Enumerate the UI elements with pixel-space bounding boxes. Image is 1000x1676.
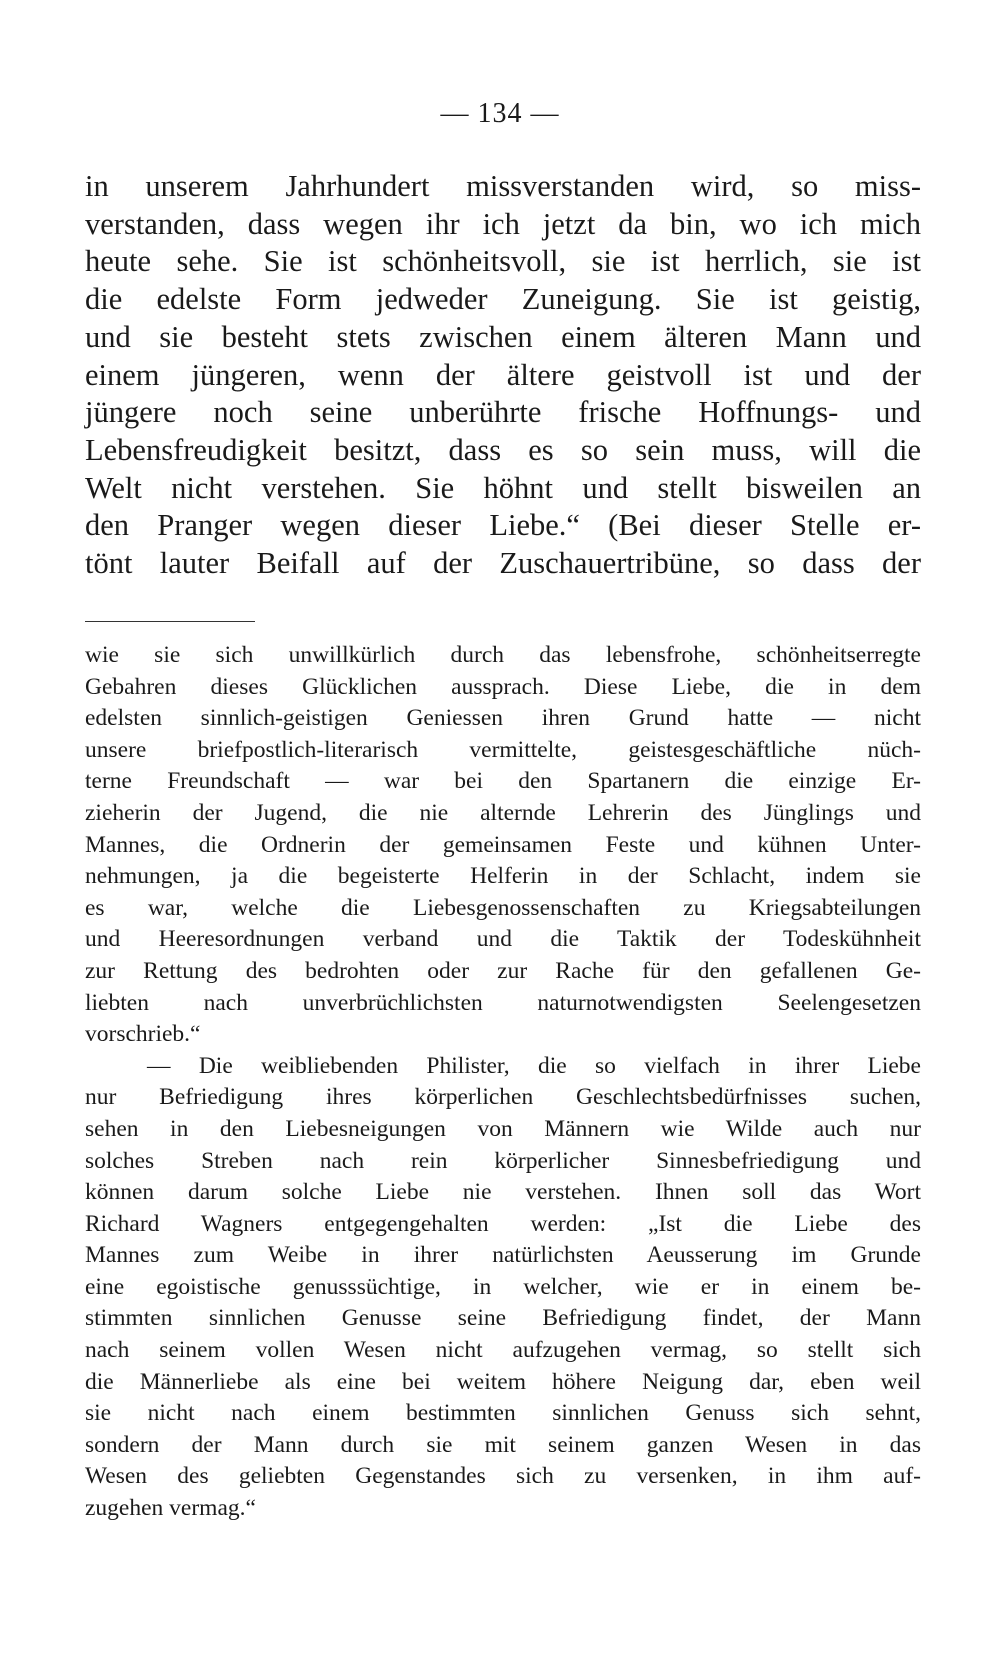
body-line: den Pranger wegen dieser Liebe.“ (Bei dieser Stelle er- xyxy=(85,508,921,543)
footnote-line: nur Befriedigung ihres körperlichen Geschlechtsbedürfnisses suchen, xyxy=(85,1084,921,1111)
footnote-line: unsere briefpostlich-literarisch vermittelte, geistesgeschäftliche nüch- xyxy=(85,736,921,763)
body-line: tönt lauter Beifall auf der Zuschauertribüne, so dass der xyxy=(85,546,921,581)
body-line: Lebensfreudigkeit besitzt, dass es so sein muss, will die xyxy=(85,432,921,467)
footnote-line: terne Freundschaft — war bei den Spartanern die einzige Er- xyxy=(85,768,921,795)
footnote-line: sehen in den Liebesneigungen von Männern wie Wilde auch nur xyxy=(85,1115,921,1142)
body-line: einem jüngeren, wenn der ältere geistvoll ist und der xyxy=(85,357,921,392)
footnote-line: nach seinem vollen Wesen nicht aufzugehen vermag, so stellt sich xyxy=(85,1337,921,1364)
footnote-line: — Die weibliebenden Philister, die so vielfach in ihrer Liebe xyxy=(147,1052,921,1079)
footnote-line: Richard Wagners entgegengehalten werden: „Ist die Liebe des xyxy=(85,1210,921,1237)
footnote-line: Gebahren dieses Glücklichen aussprach. Diese Liebe, die in dem xyxy=(85,673,921,700)
footnote-line: vorschrieb.“ xyxy=(85,1021,201,1048)
body-line: verstanden, dass wegen ihr ich jetzt da bin, wo ich mich xyxy=(85,206,921,241)
footnote-text xyxy=(85,640,921,1525)
body-line: und sie besteht stets zwischen einem älteren Mann und xyxy=(85,319,921,354)
body-line: jüngere noch seine unberührte frische Hoffnungs- und xyxy=(85,395,921,430)
footnote-line: Mannes zum Weibe in ihrer natürlichsten Aeusserung im Grunde xyxy=(85,1242,921,1269)
footnote-line: solches Streben nach rein körperlicher Sinnesbefriedigung und xyxy=(85,1147,921,1174)
footnote-line: und Heeresordnungen verband und die Taktik der Todeskühnheit xyxy=(85,926,921,953)
footnote-line: liebten nach unverbrüchlichsten naturnotwendigsten Seelengesetzen xyxy=(85,989,921,1016)
footnote-line: Mannes, die Ordnerin der gemeinsamen Feste und kühnen Unter- xyxy=(85,831,921,858)
body-line: die edelste Form jedweder Zuneigung. Sie ist geistig, xyxy=(85,282,921,317)
footnote-line: zur Rettung des bedrohten oder zur Rache für den gefallenen Ge- xyxy=(85,957,921,984)
footnote-line: zugehen vermag.“ xyxy=(85,1495,256,1522)
page-number: — 134 — xyxy=(440,98,560,129)
footnote-line: nehmungen, ja die begeisterte Helferin in der Schlacht, indem sie xyxy=(85,863,921,890)
footnote-line: Wesen des geliebten Gegenstandes sich zu versenken, in ihm auf- xyxy=(85,1463,921,1490)
footnote-line: es war, welche die Liebesgenossenschaften zu Kriegsabteilungen xyxy=(85,894,921,921)
footnote-line: eine egoistische genusssüchtige, in welcher, wie er in einem be- xyxy=(85,1273,921,1300)
footnote-line: können darum solche Liebe nie verstehen. Ihnen soll das Wort xyxy=(85,1179,921,1206)
footnote-line: sie nicht nach einem bestimmten sinnlichen Genuss sich sehnt, xyxy=(85,1400,921,1427)
main-body-text xyxy=(85,168,921,583)
body-line: Welt nicht verstehen. Sie höhnt und stellt bisweilen an xyxy=(85,470,921,505)
footnote-line: stimmten sinnlichen Genusse seine Befriedigung findet, der Mann xyxy=(85,1305,921,1332)
footnote-divider xyxy=(85,621,255,622)
footnote-line: zieherin der Jugend, die nie alternde Lehrerin des Jünglings und xyxy=(85,799,921,826)
body-line: heute sehe. Sie ist schönheitsvoll, sie ist herrlich, sie ist xyxy=(85,244,921,279)
footnote-line: sondern der Mann durch sie mit seinem ganzen Wesen in das xyxy=(85,1431,921,1458)
footnote-line: edelsten sinnlich-geistigen Geniessen ihren Grund hatte — nicht xyxy=(85,705,921,732)
footnote-line: wie sie sich unwillkürlich durch das lebensfrohe, schönheitserregte xyxy=(85,642,921,668)
body-line: in unserem Jahrhundert missverstanden wird, so miss- xyxy=(85,169,921,203)
footnote-line: die Männerliebe als eine bei weitem höhere Neigung dar, eben weil xyxy=(85,1368,921,1395)
